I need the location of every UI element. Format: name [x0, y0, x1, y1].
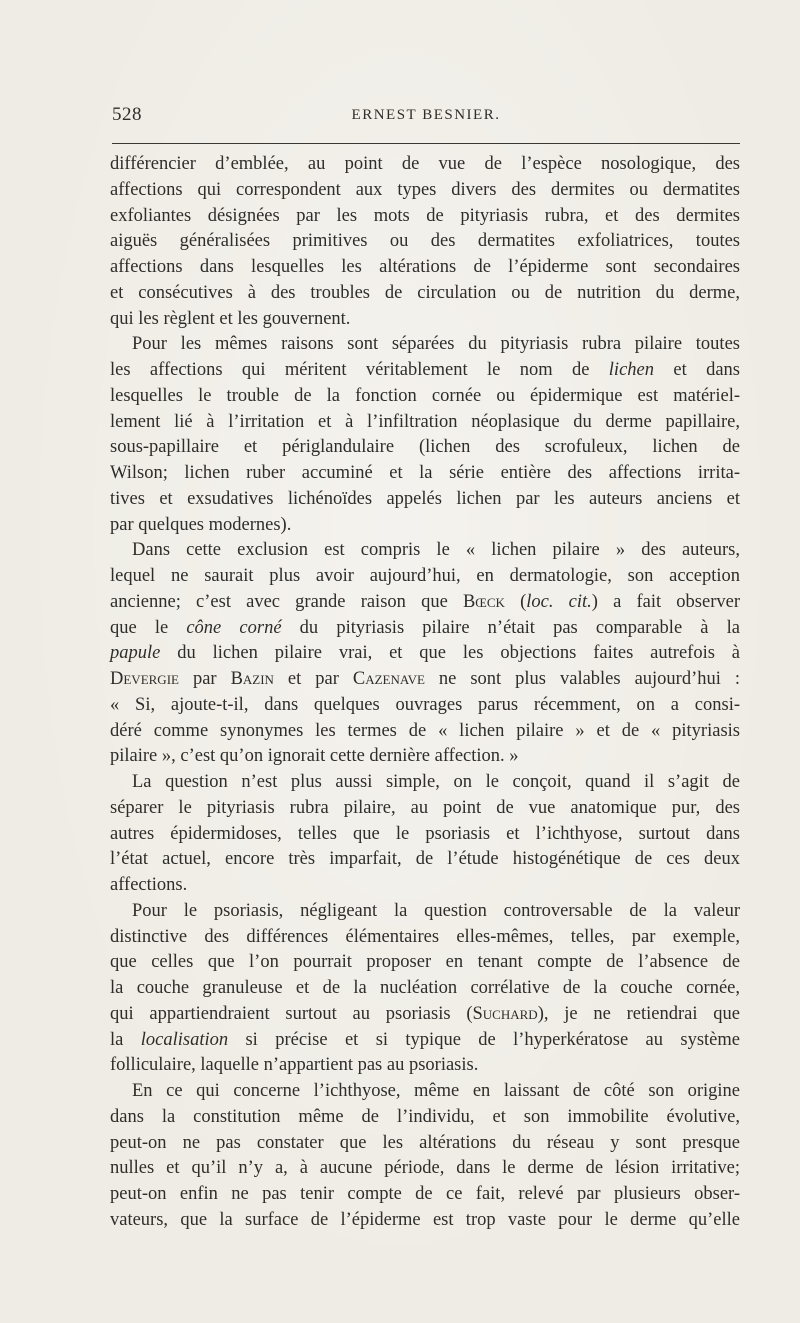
- header-rule: [112, 143, 740, 144]
- text-line: Wilson; lichen ruber accuminé et la série entière des affections irrita-: [110, 463, 740, 483]
- text-line: affections qui correspondent aux types divers des dermites ou dermatites: [110, 179, 740, 200]
- text-line: dans la constitution même de l’individu, et son immobilite évolutive,: [110, 1106, 740, 1127]
- text-line: « Si, ajoute-t-il, dans quelques ouvrages parus récemment, on a consi-: [110, 694, 740, 715]
- text-line: que celles que l’on pourrait proposer en tenant compte de l’absence de: [110, 952, 740, 973]
- text-line: séparer le pityriasis rubra pilaire, au point de vue anatomique pur, des: [110, 797, 740, 818]
- text-line: qui les règlent et les gouvernent.: [110, 308, 351, 329]
- text-line: Dans cette exclusion est compris le « lichen pilaire » des auteurs,: [132, 540, 740, 561]
- text-line: lement lié à l’irritation et à l’infiltration néoplasique du derme papillaire,: [110, 411, 740, 432]
- text-line: les affections qui méritent véritablement le nom de lichen et dans: [110, 360, 740, 380]
- text-line: papule du lichen pilaire vrai, et que les objections faites autrefois à: [110, 643, 740, 664]
- text-line: la localisation si précise et si typique de l’hyperkératose au système: [110, 1029, 740, 1050]
- text-line: affections.: [110, 875, 188, 895]
- text-line: ancienne; c’est avec grande raison que Bœck (loc. cit.) a fait observer: [110, 591, 741, 612]
- text-line: que le cône corné du pityriasis pilaire n’était pas comparable à la: [110, 617, 740, 638]
- text-line: Pour les mêmes raisons sont séparées du pityriasis rubra pilaire toutes: [132, 334, 740, 355]
- page-number: 528: [112, 104, 142, 125]
- running-head: [112, 104, 740, 130]
- text-line: Pour le psoriasis, négligeant la question controversable de la valeur: [132, 900, 740, 921]
- text-line: exfoliantes désignées par les mots de pityriasis rubra, et des dermites: [110, 205, 740, 226]
- text-line: La question n’est plus aussi simple, on le conçoit, quand il s’agit de: [132, 772, 740, 792]
- text-line: Devergie par Bazin et par Cazenave ne sont plus valables aujourd’hui :: [110, 669, 740, 689]
- text-line: la couche granuleuse et de la nucléation corrélative de la couche cornée,: [110, 978, 740, 998]
- text-line: folliculaire, laquelle n’appartient pas au psoriasis.: [110, 1055, 479, 1076]
- text-line: affections dans lesquelles les altérations de l’épiderme sont secondaires: [110, 257, 740, 277]
- text-line: déré comme synonymes les termes de « lichen pilaire » et de « pityriasis: [110, 720, 740, 741]
- text-line: vateurs, que la surface de l’épiderme est trop vaste pour le derme qu’elle: [110, 1209, 740, 1230]
- text-line: et consécutives à des troubles de circulation ou de nutrition du derme,: [110, 282, 740, 303]
- text-line: différencier d’emblée, au point de vue de l’espèce nosologique, des: [110, 154, 740, 174]
- text-line: aiguës généralisées primitives ou des dermatites exfoliatrices, toutes: [110, 231, 740, 252]
- text-line: sous-papillaire et périglandulaire (lichen des scrofuleux, lichen de: [110, 437, 740, 458]
- text-line: nulles et qu’il n’y a, à aucune période, dans le derme de lésion irritative;: [110, 1158, 740, 1179]
- text-line: lesquelles le trouble de la fonction cornée ou épidermique est matériel-: [110, 385, 740, 406]
- text-line: peut-on enfin ne pas tenir compte de ce fait, relevé par plusieurs obser-: [110, 1184, 740, 1204]
- text-line: En ce qui concerne l’ichthyose, même en laissant de côté son origine: [132, 1081, 740, 1101]
- text-line: par quelques modernes).: [110, 514, 292, 535]
- text-line: distinctive des différences élémentaires elles-mêmes, telles, par exemple,: [110, 926, 740, 947]
- text-line: lequel ne saurait plus avoir aujourd’hui, en dermatologie, son acception: [110, 566, 740, 586]
- text-line: l’état actuel, encore très imparfait, de l’étude histogénétique de ces deux: [110, 849, 740, 870]
- text-line: autres épidermidoses, telles que le psoriasis et l’ichthyose, surtout dans: [110, 823, 740, 844]
- text-line: peut-on ne pas constater que les altérations du réseau y sont presque: [110, 1132, 740, 1153]
- text-line: pilaire », c’est qu’on ignorait cette dernière affection. »: [110, 746, 519, 767]
- text-line: qui appartiendraient surtout au psoriasis (Suchard), je ne retiendrai que: [110, 1003, 740, 1024]
- body-text: [110, 152, 740, 1234]
- text-line: tives et exsudatives lichénoïdes appelés lichen par les auteurs anciens et: [110, 488, 740, 509]
- running-title: ERNEST BESNIER.: [351, 107, 501, 123]
